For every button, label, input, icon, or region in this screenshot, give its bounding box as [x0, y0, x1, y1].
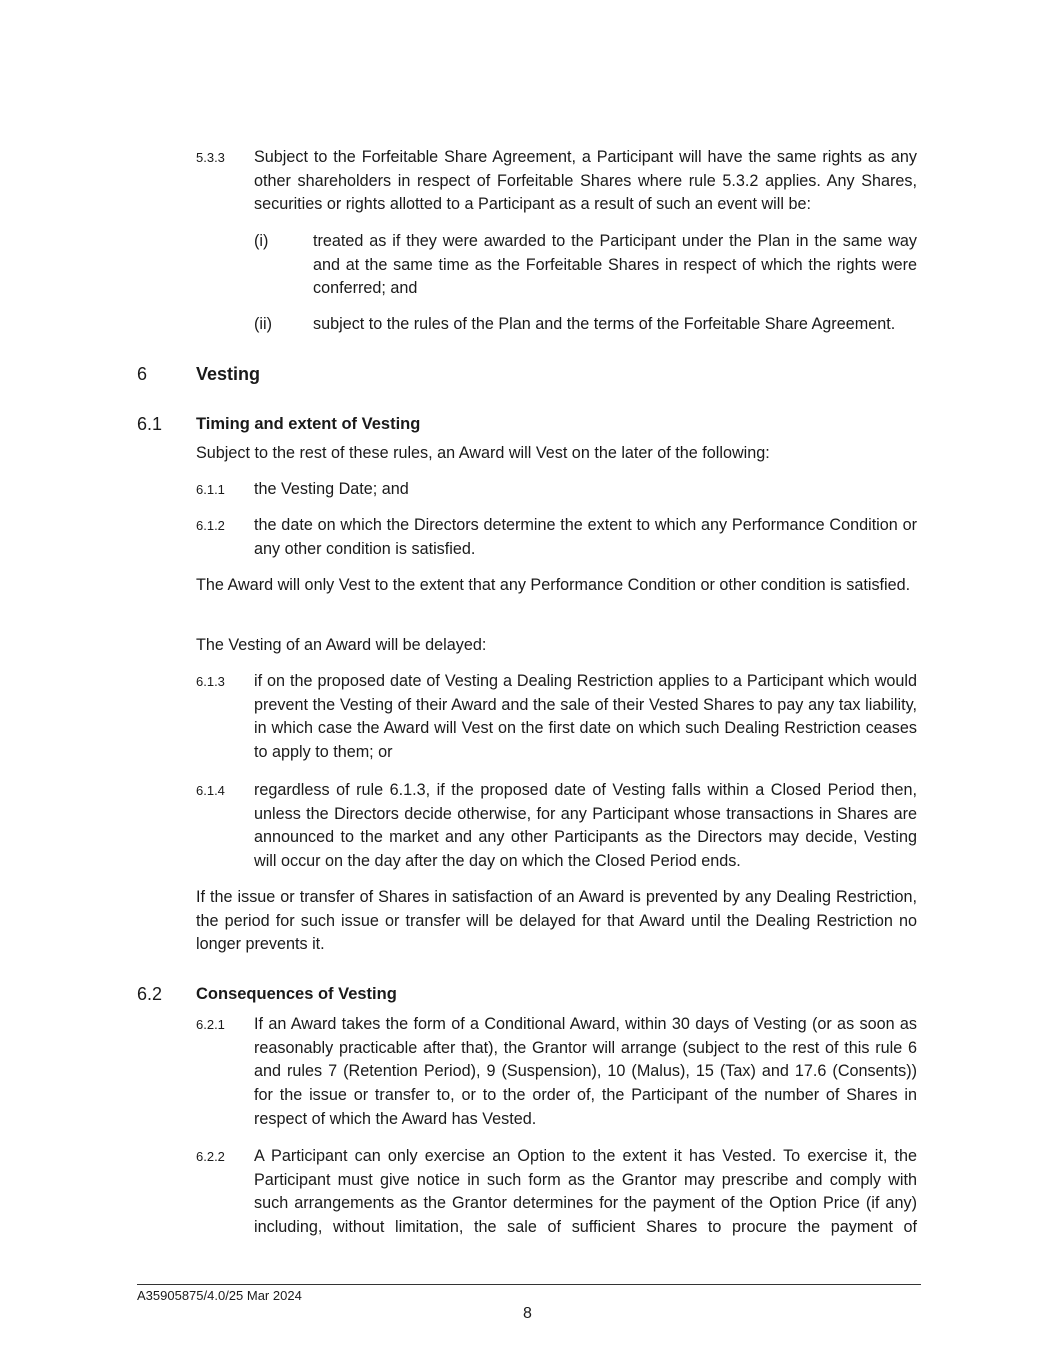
clause-6-1-2-text: the date on which the Directors determine the extent to which any Performance Condition or any other condition is satisfied. [254, 516, 917, 558]
footer-divider [137, 1284, 921, 1285]
list-item-label-i: (i) [254, 232, 269, 250]
clause-number-6-2-1: 6.2.1 [196, 1017, 225, 1032]
clause-6-1-1-text: the Vesting Date; and [254, 480, 409, 498]
section-6-1-issue-paragraph: If the issue or transfer of Shares in satisfaction of an Award is prevented by any Dealing Restriction, the period for such issue or transfer will be delayed for that Award until the Dealing Restriction no longer prevents it. [196, 888, 917, 954]
section-number-6: 6 [137, 364, 148, 384]
clause-6-1-3-text: if on the proposed date of Vesting a Dealing Restriction applies to a Participant which would prevent the Vesting of their Award and the sale of their Vested Shares to pay any tax liability, in which case the Award will Vest on the first date on which such Dealing Restriction ceases to apply to them; or [254, 672, 917, 762]
clause-number-6-1-2: 6.1.2 [196, 518, 225, 533]
clause-number-6-1-4: 6.1.4 [196, 783, 225, 798]
clause-number-6-1-3: 6.1.3 [196, 674, 225, 689]
clause-6-2-2-text: A Participant can only exercise an Option to the extent it has Vested. To exercise it, the Participant must give notice in such form as the Grantor may prescribe and comply with such arrangements as the Grantor determines for the payment of the Option Price (if any) including, without limitation, the sale of sufficient Shares to procure the payment of [254, 1147, 917, 1237]
section-6-1-delayed-paragraph: The Vesting of an Award will be delayed: [196, 636, 487, 654]
clause-number-6-2-2: 6.2.2 [196, 1149, 225, 1164]
clause-6-1-4-text: regardless of rule 6.1.3, if the proposed date of Vesting falls within a Closed Period then, unless the Directors decide otherwise, for any Participant whose transactions in Shares are announced to the market and any other Participants as the Directors may decide, Vesting will occur on the day after the day on which the Closed Period ends. [254, 781, 917, 871]
clause-6-2-1-text: If an Award takes the form of a Conditional Award, within 30 days of Vesting (or as soon as reasonably practicable after that), the Grantor will arrange (subject to the rest of this rule 6 and rules 7 (Retention Period), 9 (Suspension), 10 (Malus), 15 (Tax) and 17.6 (Consents)) for the issue or transfer to, or to the order of, the Participant of the number of Shares in respect of which the Award has Vested. [254, 1015, 917, 1128]
page-number: 8 [523, 1305, 532, 1322]
document-reference: A35905875/4.0/25 Mar 2024 [137, 1288, 302, 1303]
clause-number-6-1-1: 6.1.1 [196, 482, 225, 497]
clause-5-3-3-text: Subject to the Forfeitable Share Agreement, a Participant will have the same rights as any other shareholders in respect of Forfeitable Shares where rule 5.3.2 applies. Any Shares, securities or rights allotted to a Participant as a result of such an event will be: [254, 148, 917, 214]
section-number-6-2: 6.2 [137, 984, 163, 1004]
section-number-6-1: 6.1 [137, 414, 163, 434]
section-heading-timing-and-extent: Timing and extent of Vesting [196, 415, 421, 433]
list-item-i-text: treated as if they were awarded to the Participant under the Plan in the same way and at the same time as the Forfeitable Shares in respect of which the rights were conferred; and [313, 232, 917, 298]
section-heading-vesting: Vesting [196, 364, 261, 384]
section-6-1-intro: Subject to the rest of these rules, an Award will Vest on the later of the following: [196, 444, 770, 462]
clause-number-5-3-3: 5.3.3 [196, 150, 225, 165]
list-item-label-ii: (ii) [254, 315, 272, 333]
section-6-1-extent-paragraph: The Award will only Vest to the extent that any Performance Condition or other condition is satisfied. [196, 576, 911, 594]
list-item-ii-text: subject to the rules of the Plan and the terms of the Forfeitable Share Agreement. [313, 315, 896, 333]
section-heading-consequences-of-vesting: Consequences of Vesting [196, 985, 397, 1003]
